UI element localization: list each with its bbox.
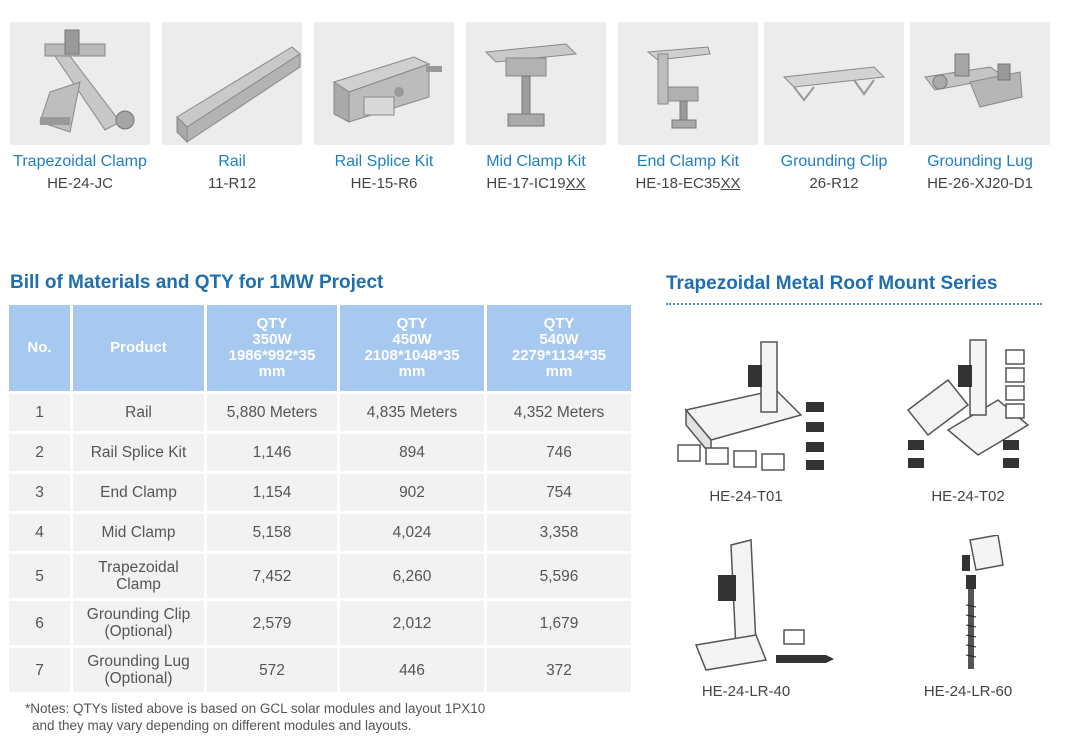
- header-qty-540w: QTY 540W 2279*1134*35 mm: [487, 305, 631, 391]
- header-qty-450w: QTY 450W 2108*1048*35 mm: [340, 305, 484, 391]
- product-end-clamp-kit: [618, 22, 758, 192]
- bom-title: Bill of Materials and QTY for 1MW Project: [10, 272, 384, 293]
- kit-code: HE-24-LR-60: [923, 683, 1013, 700]
- cell-qty-450w: 4,024: [340, 514, 484, 551]
- cell-qty-350w: 7,452: [207, 554, 337, 598]
- product-name: Mid Clamp Kit: [486, 153, 586, 170]
- cell-product: Grounding Clip (Optional): [73, 601, 204, 645]
- product-code: 26-R12: [809, 175, 859, 192]
- cell-no: 6: [9, 601, 70, 645]
- cell-no: 4: [9, 514, 70, 551]
- cell-qty-450w: 2,012: [340, 601, 484, 645]
- product-name: Rail Splice Kit: [334, 153, 434, 170]
- product-name: Rail: [218, 153, 246, 170]
- cell-qty-450w: 6,260: [340, 554, 484, 598]
- kit-he-24-t02: [888, 330, 1068, 510]
- kit-lr40-image: [666, 535, 846, 675]
- cell-qty-450w: 446: [340, 648, 484, 692]
- cell-product: Mid Clamp: [73, 514, 204, 551]
- product-name: Grounding Lug: [927, 153, 1033, 170]
- cell-qty-450w: 894: [340, 434, 484, 471]
- product-grounding-clip: [764, 22, 904, 192]
- cell-qty-350w: 1,146: [207, 434, 337, 471]
- product-code: HE-24-JC: [47, 175, 113, 192]
- product-grounding-lug: [910, 22, 1050, 192]
- product-name: Trapezoidal Clamp: [13, 153, 147, 170]
- cell-no: 5: [9, 554, 70, 598]
- product-strip: [10, 22, 1070, 202]
- cell-qty-350w: 5,158: [207, 514, 337, 551]
- kit-he-24-lr-60: [888, 535, 1068, 715]
- kit-code: HE-24-T02: [931, 488, 1005, 505]
- cell-qty-450w: 4,835 Meters: [340, 394, 484, 431]
- header-qty-350w: QTY 350W 1986*992*35 mm: [207, 305, 337, 391]
- product-trapezoidal-clamp: [10, 22, 150, 192]
- product-code: HE-26-XJ20-D1: [927, 175, 1033, 192]
- table-row: [9, 514, 631, 551]
- table-row: [9, 474, 631, 511]
- kit-he-24-lr-40: [666, 535, 846, 715]
- product-rail-splice-kit: [314, 22, 454, 192]
- cell-no: 1: [9, 394, 70, 431]
- cell-qty-540w: 3,358: [487, 514, 631, 551]
- cell-qty-540w: 754: [487, 474, 631, 511]
- rail-image: [162, 22, 302, 145]
- kit-t01-image: [666, 330, 846, 480]
- header-product: Product: [73, 305, 204, 391]
- series-title: Trapezoidal Metal Roof Mount Series: [666, 273, 998, 294]
- table-row: [9, 434, 631, 471]
- cell-qty-540w: 5,596: [487, 554, 631, 598]
- cell-qty-350w: 1,154: [207, 474, 337, 511]
- product-code: HE-15-R6: [350, 175, 418, 192]
- cell-qty-450w: 902: [340, 474, 484, 511]
- cell-product: Grounding Lug (Optional): [73, 648, 204, 692]
- table-row: [9, 554, 631, 598]
- cell-product: Trapezoidal Clamp: [73, 554, 204, 598]
- cell-qty-350w: 2,579: [207, 601, 337, 645]
- bom-notes: *Notes: QTYs listed above is based on GCL solar modules and layout 1PX10 and they may vary depending on different modules and layouts.: [25, 701, 486, 733]
- product-code: HE-18-EC35XX: [635, 175, 741, 192]
- table-row: [9, 394, 631, 431]
- table-row: [9, 601, 631, 645]
- kit-lr60-image: [888, 535, 1068, 675]
- kit-code: HE-24-LR-40: [701, 683, 791, 700]
- cell-qty-540w: 746: [487, 434, 631, 471]
- table-row: [9, 648, 631, 692]
- cell-no: 3: [9, 474, 70, 511]
- cell-qty-540w: 1,679: [487, 601, 631, 645]
- cell-product: Rail Splice Kit: [73, 434, 204, 471]
- product-code: HE-17-IC19XX: [486, 175, 586, 192]
- cell-qty-350w: 572: [207, 648, 337, 692]
- cell-no: 2: [9, 434, 70, 471]
- cell-qty-540w: 4,352 Meters: [487, 394, 631, 431]
- mid-clamp-kit-image: [466, 22, 606, 145]
- grounding-lug-image: [910, 22, 1050, 145]
- trapezoidal-clamp-image: [10, 22, 150, 145]
- product-rail: [162, 22, 302, 192]
- product-name: Grounding Clip: [780, 153, 888, 170]
- product-name: End Clamp Kit: [636, 153, 740, 170]
- kit-code: HE-24-T01: [709, 488, 783, 505]
- header-no: No.: [9, 305, 70, 391]
- end-clamp-kit-image: [618, 22, 758, 145]
- series-divider: [666, 303, 1042, 305]
- kit-t02-image: [888, 330, 1068, 480]
- bom-table: [6, 302, 634, 695]
- cell-no: 7: [9, 648, 70, 692]
- product-mid-clamp-kit: [466, 22, 606, 192]
- cell-product: End Clamp: [73, 474, 204, 511]
- cell-qty-540w: 372: [487, 648, 631, 692]
- bom-header-row: [9, 305, 631, 391]
- rail-splice-kit-image: [314, 22, 454, 145]
- cell-qty-350w: 5,880 Meters: [207, 394, 337, 431]
- grounding-clip-image: [764, 22, 904, 145]
- kit-he-24-t01: [666, 330, 846, 510]
- cell-product: Rail: [73, 394, 204, 431]
- product-code: 11-R12: [207, 175, 257, 192]
